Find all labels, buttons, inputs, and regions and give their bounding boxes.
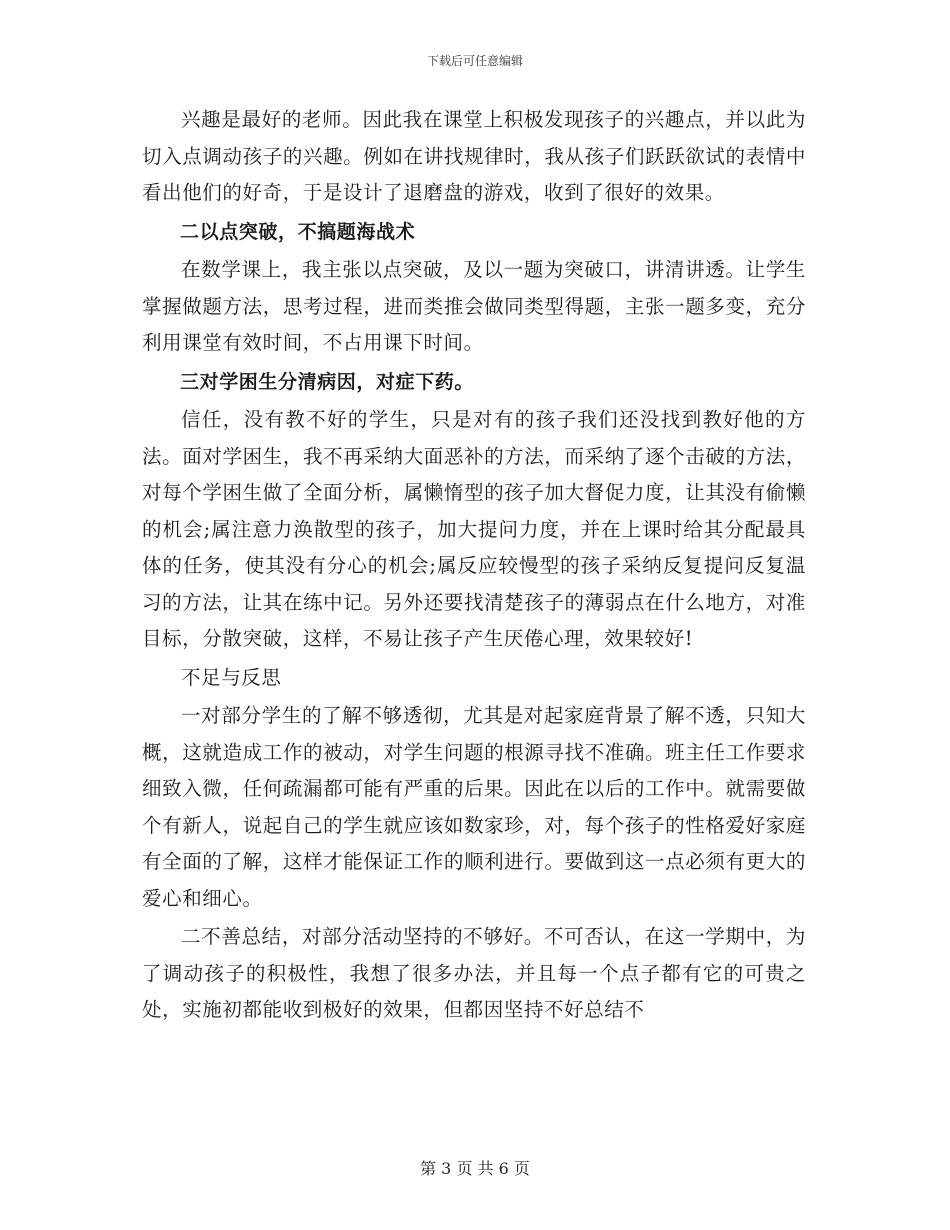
paragraph: 在数学课上，我主张以点突破，及以一题为突破口，讲清讲透。让学生掌握做题方法，思考过程，进而类推会做同类型得题，主张一题多变，充分利用课堂有效时间，不占用课下时间。 (142, 258, 806, 354)
document-body (142, 102, 806, 1029)
paragraph: 一对部分学生的了解不够透彻，尤其是对起家庭背景了解不透，只知大概，这就造成工作的被动，对学生问题的根源寻找不准确。班主任工作要求细致入微，任何疏漏都可能有严重的后果。因此在以后的工作中。就需要做个有新人，说起自己的学生就应该如数家珍，对，每个孩子的性格爱好家庭有全面的了解，这样才能保证工作的顺利进行。要做到这一点必须有更大的爱心和细心。 (142, 704, 806, 910)
paragraph: 兴趣是最好的老师。因此我在课堂上积极发现孩子的兴趣点，并以此为切入点调动孩子的兴趣。例如在讲找规律时，我从孩子们跃跃欲试的表情中看出他们的好奇，于是设计了退磨盘的游戏，收到了很好的效果。 (142, 108, 806, 204)
section-heading-reflection: 不足与反思 (181, 665, 282, 689)
page-number: 第 3 页 共 6 页 (420, 1159, 530, 1178)
section-heading: 三对学困生分清病因，对症下药。 (180, 370, 475, 393)
header-note: 下载后可任意编辑 (426, 54, 523, 68)
paragraph: 信任，没有教不好的学生，只是对有的孩子我们还没找到教好他的方法。面对学困生，我不再采纳大面恶补的方法，而采纳了逐个击破的方法，对每个学困生做了全面分析，属懒惰型的孩子加大督促力度，让其没有偷懒的机会;属注意力涣散型的孩子，加大提问力度，并在上课时给其分配最具体的任务，使其没有分心的机会;属反应较慢型的孩子采纳反复提问反复温习的方法，让其在练中记。另外还要找清楚孩子的薄弱点在什么地方，对准目标，分散突破，这样，不易让孩子产生厌倦心理，效果较好! (142, 408, 806, 650)
paragraph: 二不善总结，对部分活动坚持的不够好。不可否认，在这一学期中，为了调动孩子的积极性，我想了很多办法，并且每一个点子都有它的可贵之处，实施初都能收到极好的效果，但都因坚持不好总结不 (142, 925, 806, 1021)
section-heading: 二以点突破，不搞题海战术 (180, 220, 416, 243)
